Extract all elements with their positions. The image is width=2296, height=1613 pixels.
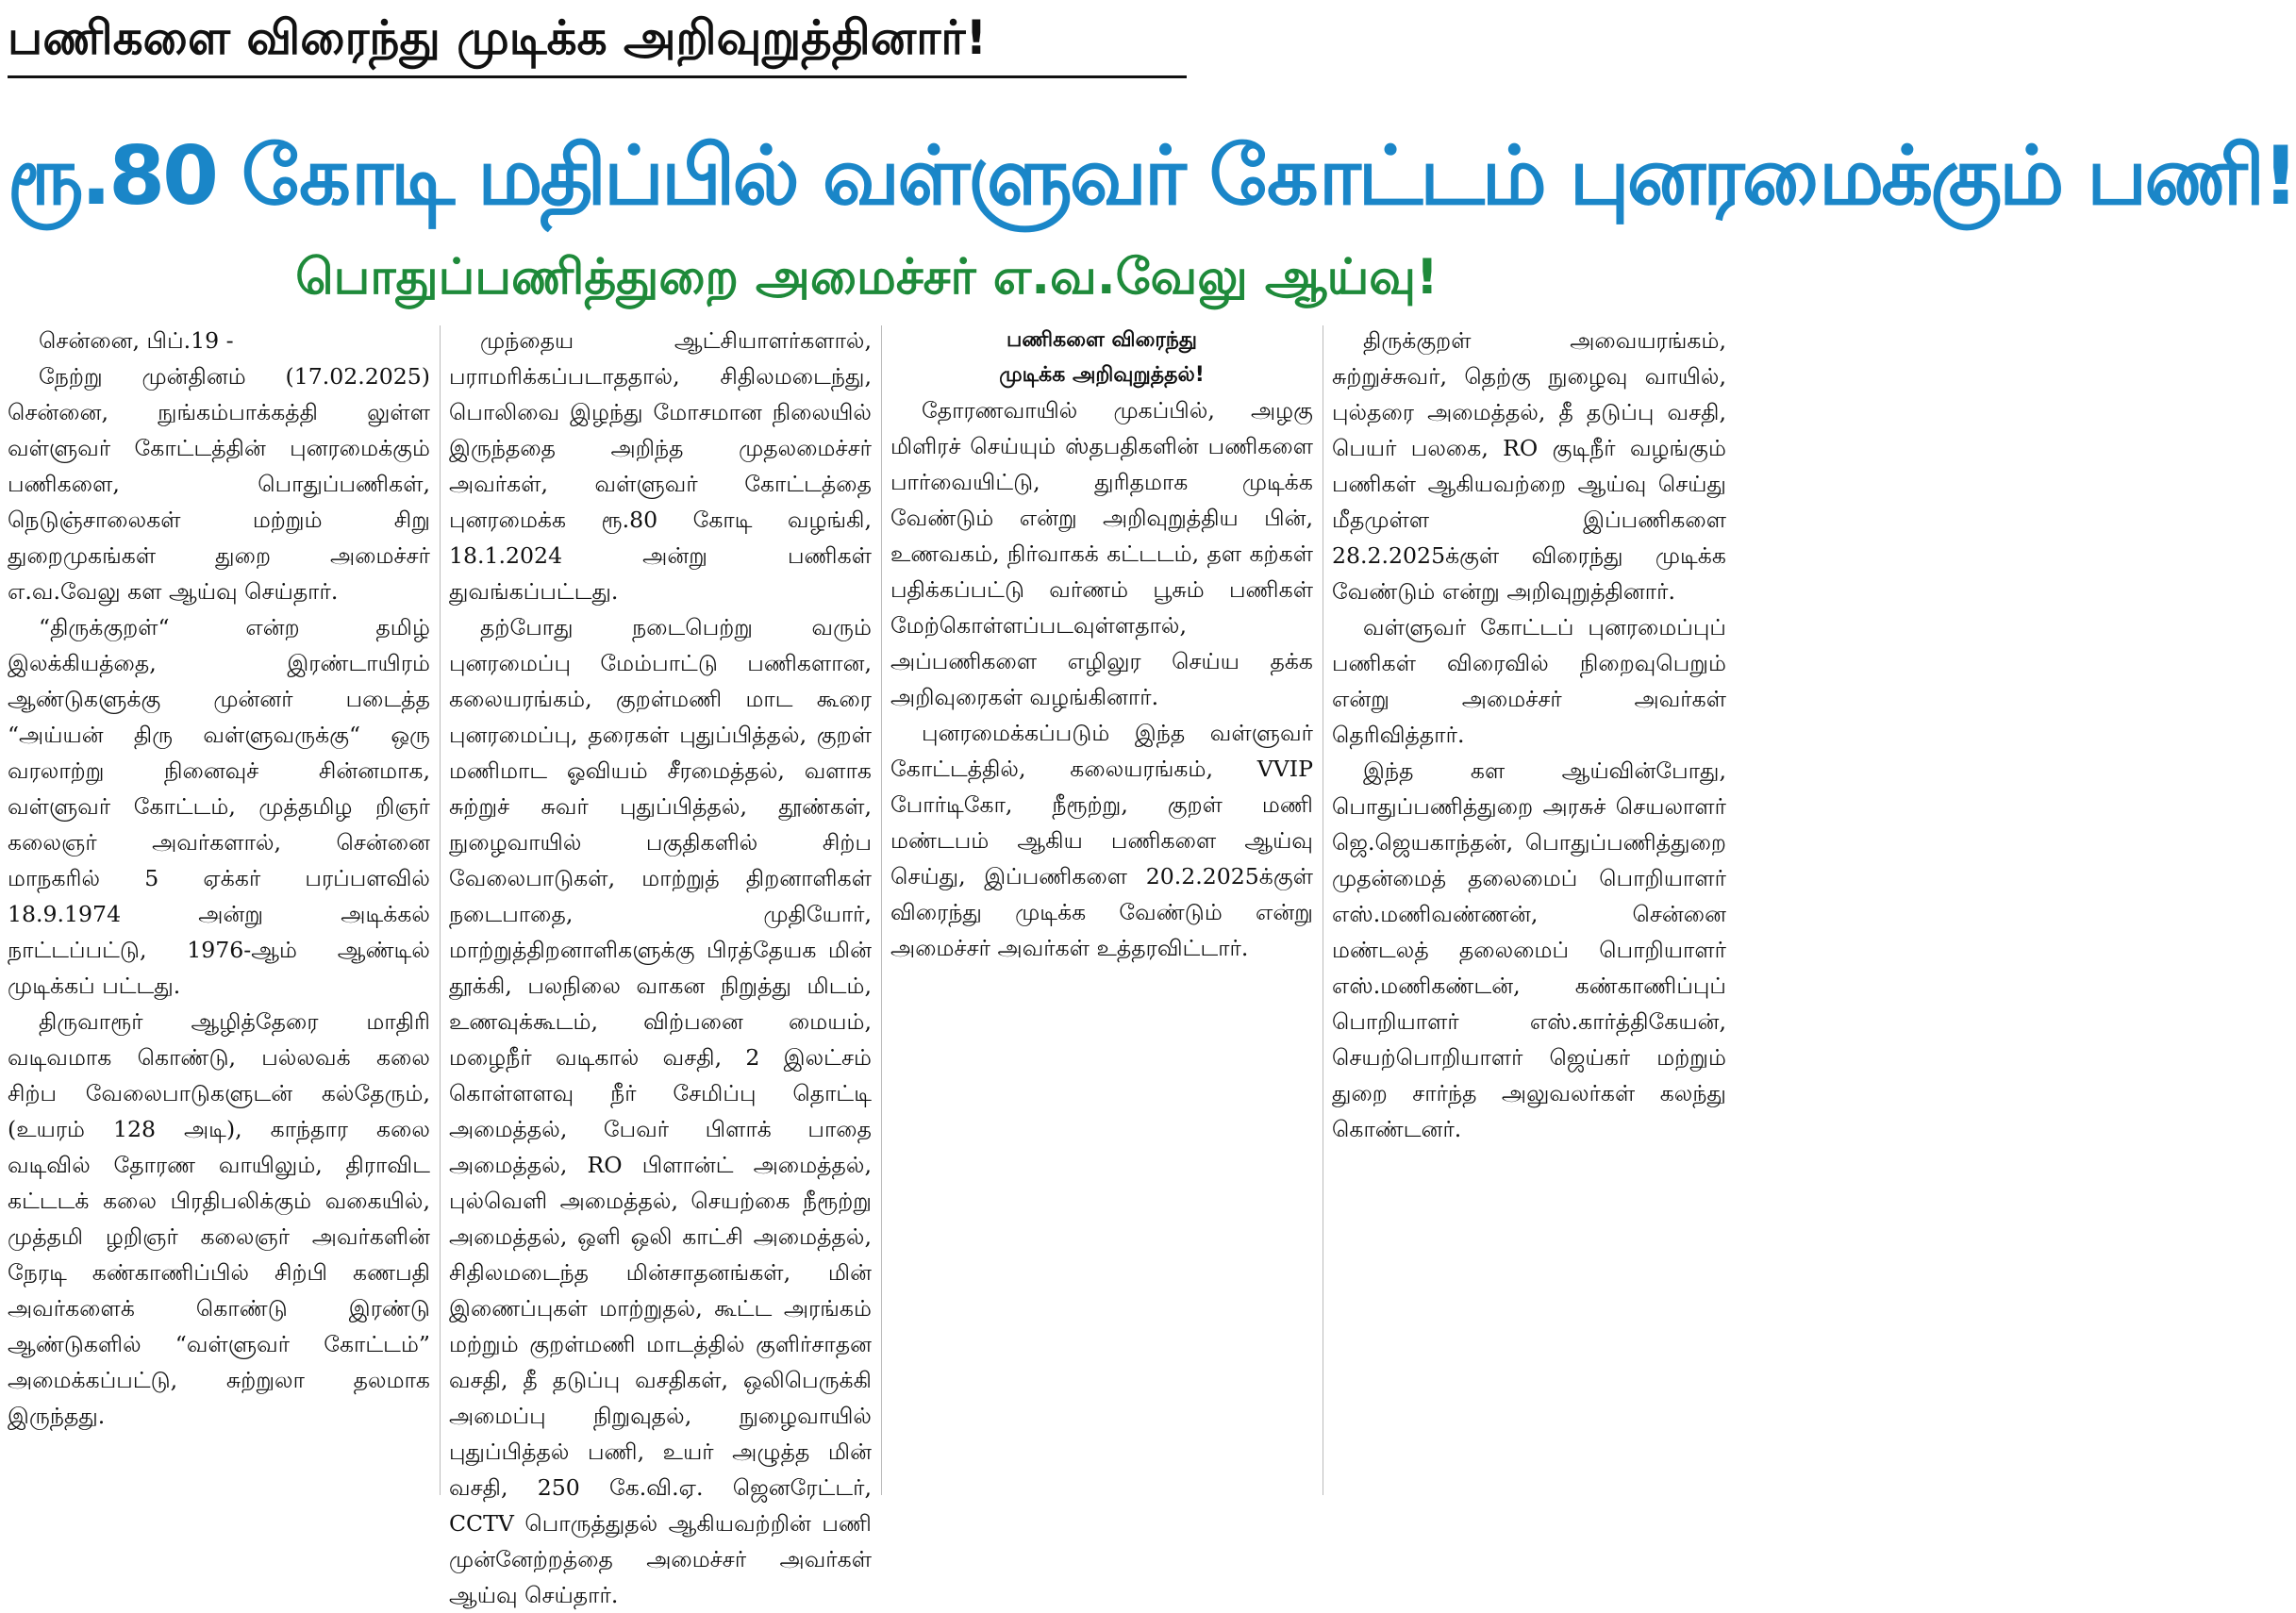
paragraph: இந்த கள ஆய்வின்போது, பொதுப்பணித்துறை அரசுச் செயலாளர் ஜெ.ஜெயகாந்தன், பொதுப்பணித்துறை முதன்மைத் தலைமைப் பொறியாளர் எஸ்.மணிவண்ணன், சென்னை மண்டலத் தலைமைப் பொறியாளர் எஸ்.மணிகண்டன், கண்காணிப்புப் பொறியாளர் எஸ்.கார்த்திகேயன், செயற்பொறியாளர் ஜெய்கர் மற்றும் துறை சார்ந்த அலுவலர்கள் கலந்து கொண்டனர். — [1332, 757, 1726, 1142]
article-column-2 — [449, 323, 872, 1608]
paragraph: திருக்குறள் அவையரங்கம், சுற்றுச்சுவர், தெற்கு நுழைவு வாயில், புல்தரை அமைத்தல், தீ தடுப்பு வசதி, பெயர் பலகை, RO குடிநீர் வழங்கும் பணிகள் ஆகியவற்றை ஆய்வு செய்து மீதமுள்ள இப்பணிகளை 28.2.2025க்குள் விரைந்து முடிக்க வேண்டும் என்று அறிவுறுத்தினார். — [1332, 327, 1726, 605]
paragraph: தோரணவாயில் முகப்பில், அழகு மிளிரச் செய்யும் ஸ்தபதிகளின் பணிகளை பார்வையிட்டு, துரிதமாக முடிக்க வேண்டும் என்று அறிவுறுத்திய பின், உணவகம், நிர்வாகக் கட்டடம், தள கற்கள் பதிக்கப்பட்டு வர்ணம் பூசும் பணிகள் மேற்கொள்ளப்படவுள்ளதால், அப்பணிகளை எழிலுர செய்ய தக்க அறிவுரைகள் வழங்கினார். — [890, 397, 1313, 710]
article-column-3 — [890, 323, 1313, 1502]
dateline: சென்னை, பிப்.19 - — [39, 327, 234, 354]
kicker-underline — [8, 75, 1187, 78]
article-column-4 — [1332, 323, 1726, 1502]
paragraph: வள்ளுவர் கோட்டப் புனரமைப்புப் பணிகள் விரைவில் நிறைவுபெறும் என்று அமைச்சர் அவர்கள் தெரிவித்தார். — [1332, 614, 1726, 748]
article-column-1 — [8, 323, 430, 1502]
column-divider — [440, 325, 441, 1495]
paragraph: முந்தைய ஆட்சியாளர்களால், பராமரிக்கப்படாததால், சிதிலமடைந்து, பொலிவை இழந்து மோசமான நிலையில் இருந்ததை அறிந்த முதலமைச்சர் அவர்கள், வள்ளுவர் கோட்டத்தை புனரமைக்க ரூ.80 கோடி வழங்கி, 18.1.2024 அன்று பணிகள் துவங்கப்பட்டது. — [449, 327, 872, 605]
paragraph: தற்போது நடைபெற்று வரும் புனரமைப்பு மேம்பாட்டு பணிகளான, கலையரங்கம், குறள்மணி மாட கூரை புனரமைப்பு, தரைகள் புதுப்பித்தல், குறள் மணிமாட ஓவியம் சீரமைத்தல், வளாக சுற்றுச் சுவர் புதுப்பித்தல், தூண்கள், நுழைவாயில் பகுதிகளில் சிற்ப வேலைபாடுகள், மாற்றுத் திறனாளிகள் நடைபாதை, முதியோர், மாற்றுத்திறனாளிகளுக்கு பிரத்தேயக மின் தூக்கி, பலநிலை வாகன நிறுத்து மிடம், உணவுக்கூடம், விற்பனை மையம், மழைநீர் வடிகால் வசதி, 2 இலட்சம் கொள்ளளவு நீர் சேமிப்பு தொட்டி அமைத்தல், பேவர் பிளாக் பாதை அமைத்தல், RO பிளான்ட் அமைத்தல், புல்வெளி அமைத்தல், செயற்கை நீரூற்று அமைத்தல், ஒளி ஒலி காட்சி அமைத்தல், சிதிலமடைந்த மின்சாதனங்கள், மின் இணைப்புகள் மாற்றுதல், கூட்ட அரங்கம் மற்றும் குறள்மணி மாடத்தில் குளிர்சாதன வசதி, தீ தடுப்பு வசதிகள், ஒலிபெருக்கி அமைப்பு நிறுவுதல், நுழைவாயில் புதுப்பித்தல் பணி, உயர் அழுத்த மின் வசதி, 250 கே.வி.ஏ. ஜெனரேட்டர், CCTV பொருத்துதல் ஆகியவற்றின் பணி முன்னேற்றத்தை அமைச்சர் அவர்கள் ஆய்வு செய்தார். — [449, 614, 872, 1608]
column-divider — [881, 325, 882, 1495]
inline-subhead-line-1: பணிகளை விரைந்து — [1007, 328, 1197, 352]
headline: ரூ.80 கோடி மதிப்பில் வள்ளுவர் கோட்டம் புனரமைக்கும் பணி! — [8, 129, 2296, 224]
subheadline: பொதுப்பணித்துறை அமைச்சர் எ.வ.வேலு ஆய்வு! — [295, 249, 1439, 306]
paragraph: திருவாரூர் ஆழித்தேரை மாதிரி வடிவமாக கொண்டு, பல்லவக் கலை சிற்ப வேலைபாடுகளுடன் கல்தேரும், (உயரம் 128 அடி), காந்தார கலை வடிவில் தோரண வாயிலும், திராவிட கட்டடக் கலை பிரதிபலிக்கும் வகையில், முத்தமி ழறிஞர் கலைஞர் அவர்களின் நேரடி கண்காணிப்பில் சிற்பி கணபதி அவர்களைக் கொண்டு இரண்டு ஆண்டுகளில் “வள்ளுவர் கோட்டம்” அமைக்கப்பட்டு, சுற்றுலா தலமாக இருந்தது. — [8, 1008, 430, 1429]
paragraph: “திருக்குறள்“ என்ற தமிழ் இலக்கியத்தை, இரண்டாயிரம் ஆண்டுகளுக்கு முன்னர் படைத்த “அய்யன் திரு வள்ளுவருக்கு“ ஒரு வரலாற்று நினைவுச் சின்னமாக, வள்ளுவர் கோட்டம், முத்தமிழ றிஞர் கலைஞர் அவர்களால், சென்னை மாநகரில் 5 ஏக்கர் பரப்பளவில் 18.9.1974 அன்று அடிக்கல் நாட்டப்பட்டு, 1976-ஆம் ஆண்டில் முடிக்கப் பட்டது. — [8, 614, 430, 999]
paragraph: நேற்று முன்தினம் (17.02.2025) சென்னை, நுங்கம்பாக்கத்தி லுள்ள வள்ளுவர் கோட்டத்தின் புனரமைக்கும் பணிகளை, பொதுப்பணிகள், நெடுஞ்சாலைகள் மற்றும் சிறு துறைமுகங்கள் துறை அமைச்சர் எ.வ.வேலு கள ஆய்வு செய்தார். — [8, 363, 430, 605]
paragraph: புனரமைக்கப்படும் இந்த வள்ளுவர் கோட்டத்தில், கலையரங்கம், VVIP போர்டிகோ, நீரூற்று, குறள் மணி மண்டபம் ஆகிய பணிகளை ஆய்வு செய்து, இப்பணிகளை 20.2.2025க்குள் விரைந்து முடிக்க வேண்டும் என்று அமைச்சர் அவர்கள் உத்தரவிட்டார். — [890, 720, 1313, 961]
kicker-title: பணிகளை விரைந்து முடிக்க அறிவுறுத்தினார்! — [8, 10, 988, 65]
inline-subhead-line-2: முடிக்க அறிவுறுத்தல்! — [999, 363, 1205, 387]
